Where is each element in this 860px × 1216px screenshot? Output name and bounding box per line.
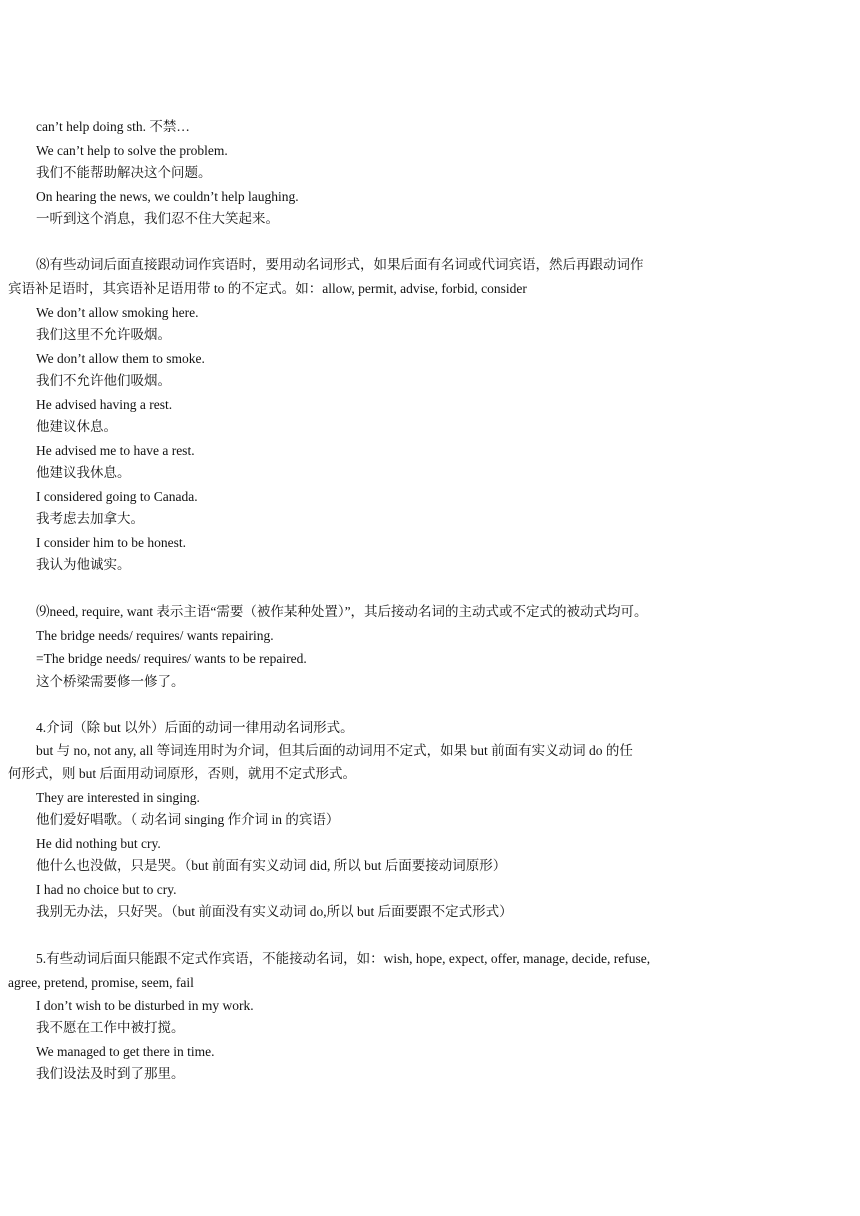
text-line: They are interested in singing. (36, 790, 200, 805)
text-line: I had no choice but to cry. (36, 882, 177, 897)
text-line: 我们不允许他们吸烟。 (36, 373, 171, 388)
text-line: =The bridge needs/ requires/ wants to be repaired. (36, 651, 307, 666)
text-line: He advised me to have a rest. (36, 443, 195, 458)
text-line: 我们这里不允许吸烟。 (36, 327, 171, 342)
text-line: ⑼need, require, want 表示主语“需要（被作某种处置）”，其后接动名词的主动式或不定式的被动式均可。 (36, 604, 648, 619)
text-line: but 与 no, not any, all 等词连用时为介词，但其后面的动词用不定式，如果 but 前面有实义动词 do 的任 (36, 743, 633, 758)
text-line: We managed to get there in time. (36, 1044, 215, 1059)
text-line: agree, pretend, promise, seem, fail (8, 975, 194, 990)
text-line: I considered going to Canada. (36, 489, 198, 504)
text-line: 何形式，则 but 后面用动词原形，否则，就用不定式形式。 (8, 766, 356, 781)
text-line: 我考虑去加拿大。 (36, 511, 144, 526)
text-line: 我不愿在工作中被打搅。 (36, 1020, 185, 1035)
text-line: 他建议休息。 (36, 419, 117, 434)
text-line: 他们爱好唱歌。（ 动名词 singing 作介词 in 的宾语） (36, 812, 340, 827)
text-line: 宾语补足语时，其宾语补足语用带 to 的不定式。如：allow, permit, advise, forbid, consider (8, 281, 527, 296)
text-line: 我们设法及时到了那里。 (36, 1066, 185, 1081)
text-line: ⑻有些动词后面直接跟动词作宾语时，要用动名词形式，如果后面有名词或代词宾语，然后再跟动词作 (36, 257, 644, 272)
text-line: We don’t allow them to smoke. (36, 351, 205, 366)
text-line: 5.有些动词后面只能跟不定式作宾语，不能接动名词，如：wish, hope, expect, offer, manage, decide, refuse, (36, 951, 651, 966)
text-line: 这个桥梁需要修一修了。 (36, 674, 185, 689)
text-line: 我认为他诚实。 (36, 557, 131, 572)
text-line: We can’t help to solve the problem. (36, 143, 228, 158)
text-line: 我们不能帮助解决这个问题。 (36, 165, 212, 180)
text-line: On hearing the news, we couldn’t help laughing. (36, 189, 299, 204)
text-line: He advised having a rest. (36, 397, 173, 412)
text-line: We don’t allow smoking here. (36, 305, 199, 320)
text-line: can’t help doing sth. 不禁… (36, 119, 190, 134)
text-line: 一听到这个消息，我们忍不住大笑起来。 (36, 211, 279, 226)
text-line: 他什么也没做，只是哭。（but 前面有实义动词 did, 所以 but 后面要接动词原形） (36, 858, 507, 873)
text-line: 4.介词（除 but 以外）后面的动词一律用动名词形式。 (36, 720, 354, 735)
text-line: The bridge needs/ requires/ wants repairing. (36, 628, 274, 643)
text-line: 他建议我休息。 (36, 465, 131, 480)
text-line: He did nothing but cry. (36, 836, 161, 851)
text-line: 我别无办法，只好哭。（but 前面没有实义动词 do,所以 but 后面要跟不定式形式） (36, 904, 513, 919)
text-line: I don’t wish to be disturbed in my work. (36, 998, 254, 1013)
text-line: I consider him to be honest. (36, 535, 186, 550)
